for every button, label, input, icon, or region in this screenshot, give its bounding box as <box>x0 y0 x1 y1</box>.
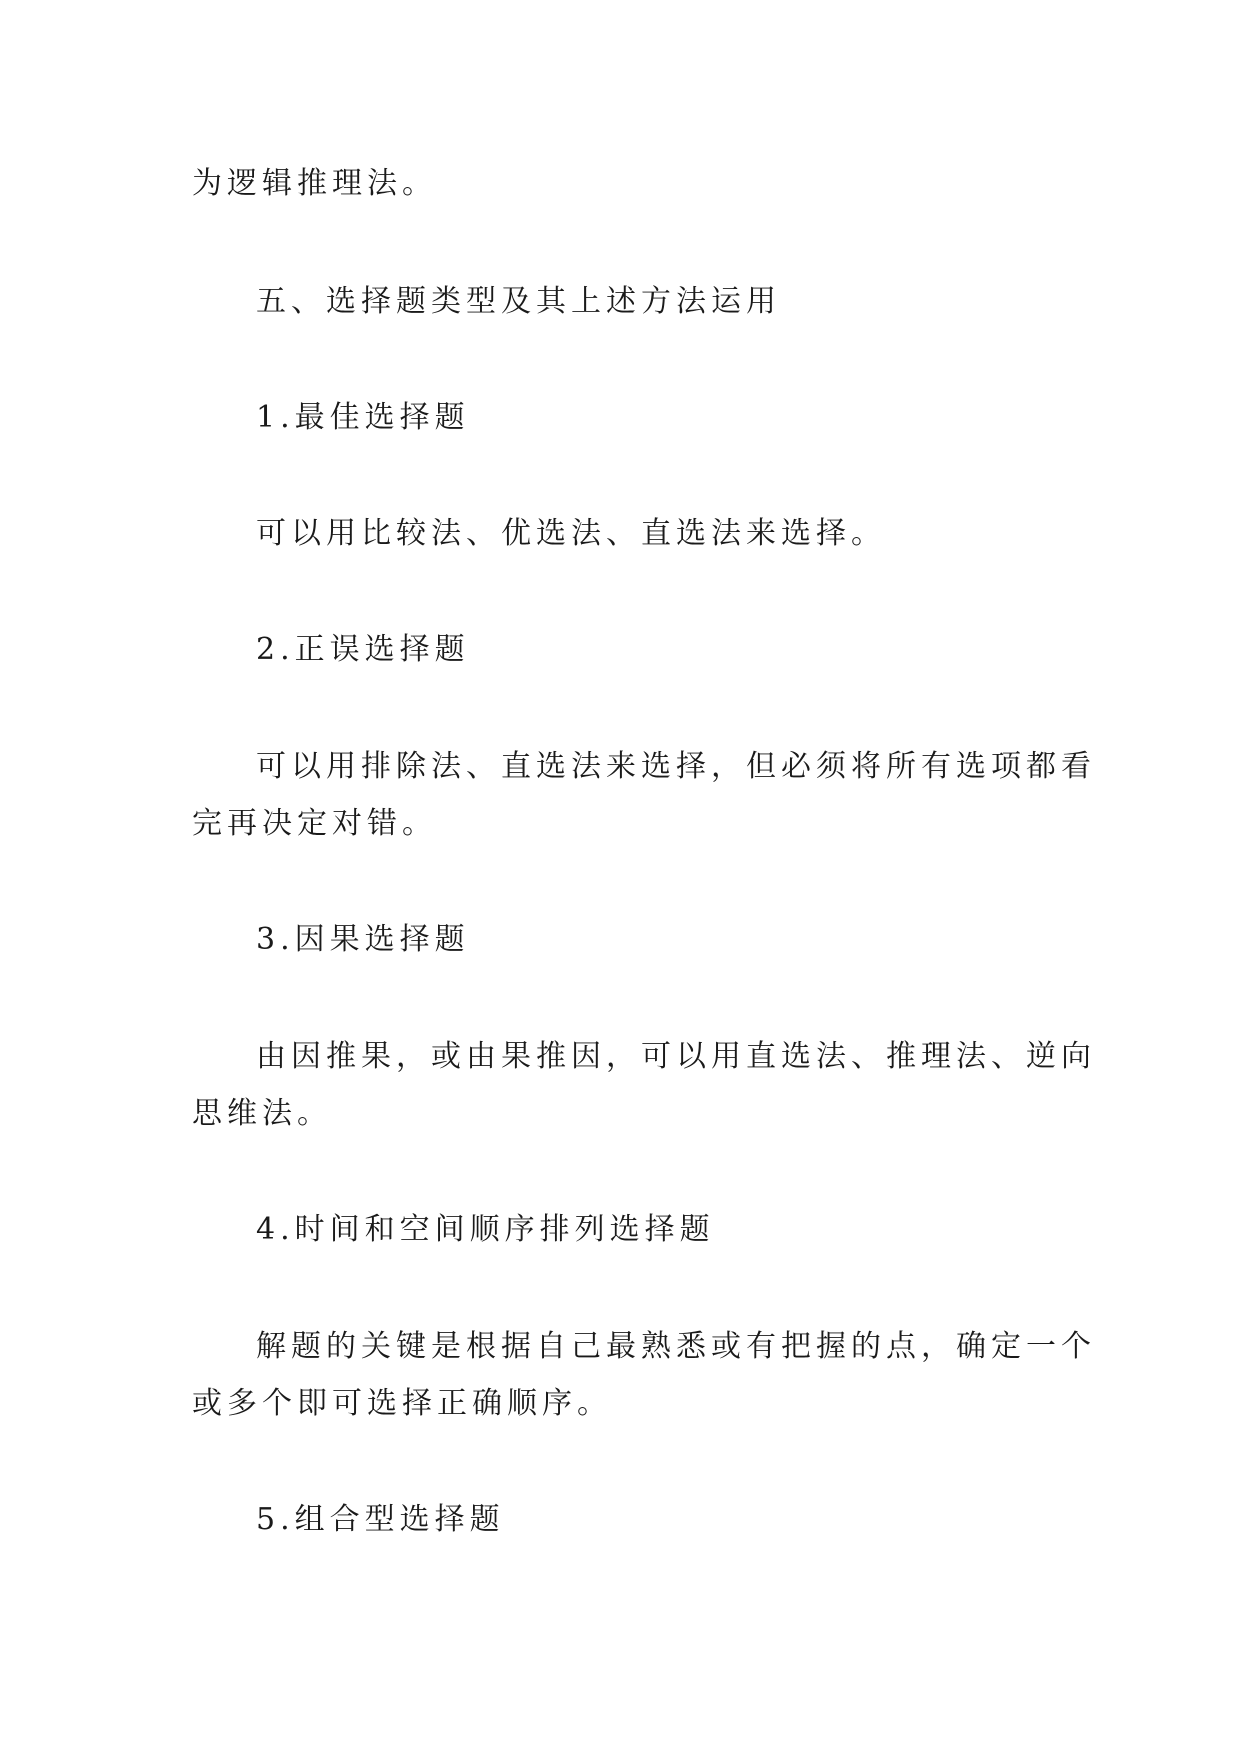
paragraph-line: 解题的关键是根据自己最熟悉或有把握的点，确定一个 <box>256 1329 1096 1364</box>
paragraph-line: 为逻辑推理法。 <box>192 166 437 201</box>
paragraph-line: 思维法。 <box>192 1096 332 1131</box>
section-heading: 五、选择题类型及其上述方法运用 <box>256 284 781 319</box>
subheading: 5.组合型选择题 <box>256 1502 505 1537</box>
subheading: 1.最佳选择题 <box>256 400 470 435</box>
paragraph-line: 完再决定对错。 <box>192 806 437 841</box>
subheading: 4.时间和空间顺序排列选择题 <box>256 1212 715 1247</box>
paragraph-line: 或多个即可选择正确顺序。 <box>192 1386 612 1421</box>
subheading: 3.因果选择题 <box>256 922 470 957</box>
paragraph-line: 可以用排除法、直选法来选择，但必须将所有选项都看 <box>256 749 1096 784</box>
paragraph-line: 可以用比较法、优选法、直选法来选择。 <box>256 516 886 551</box>
subheading: 2.正误选择题 <box>256 632 470 667</box>
paragraph-line: 由因推果，或由果推因，可以用直选法、推理法、逆向 <box>256 1039 1096 1074</box>
